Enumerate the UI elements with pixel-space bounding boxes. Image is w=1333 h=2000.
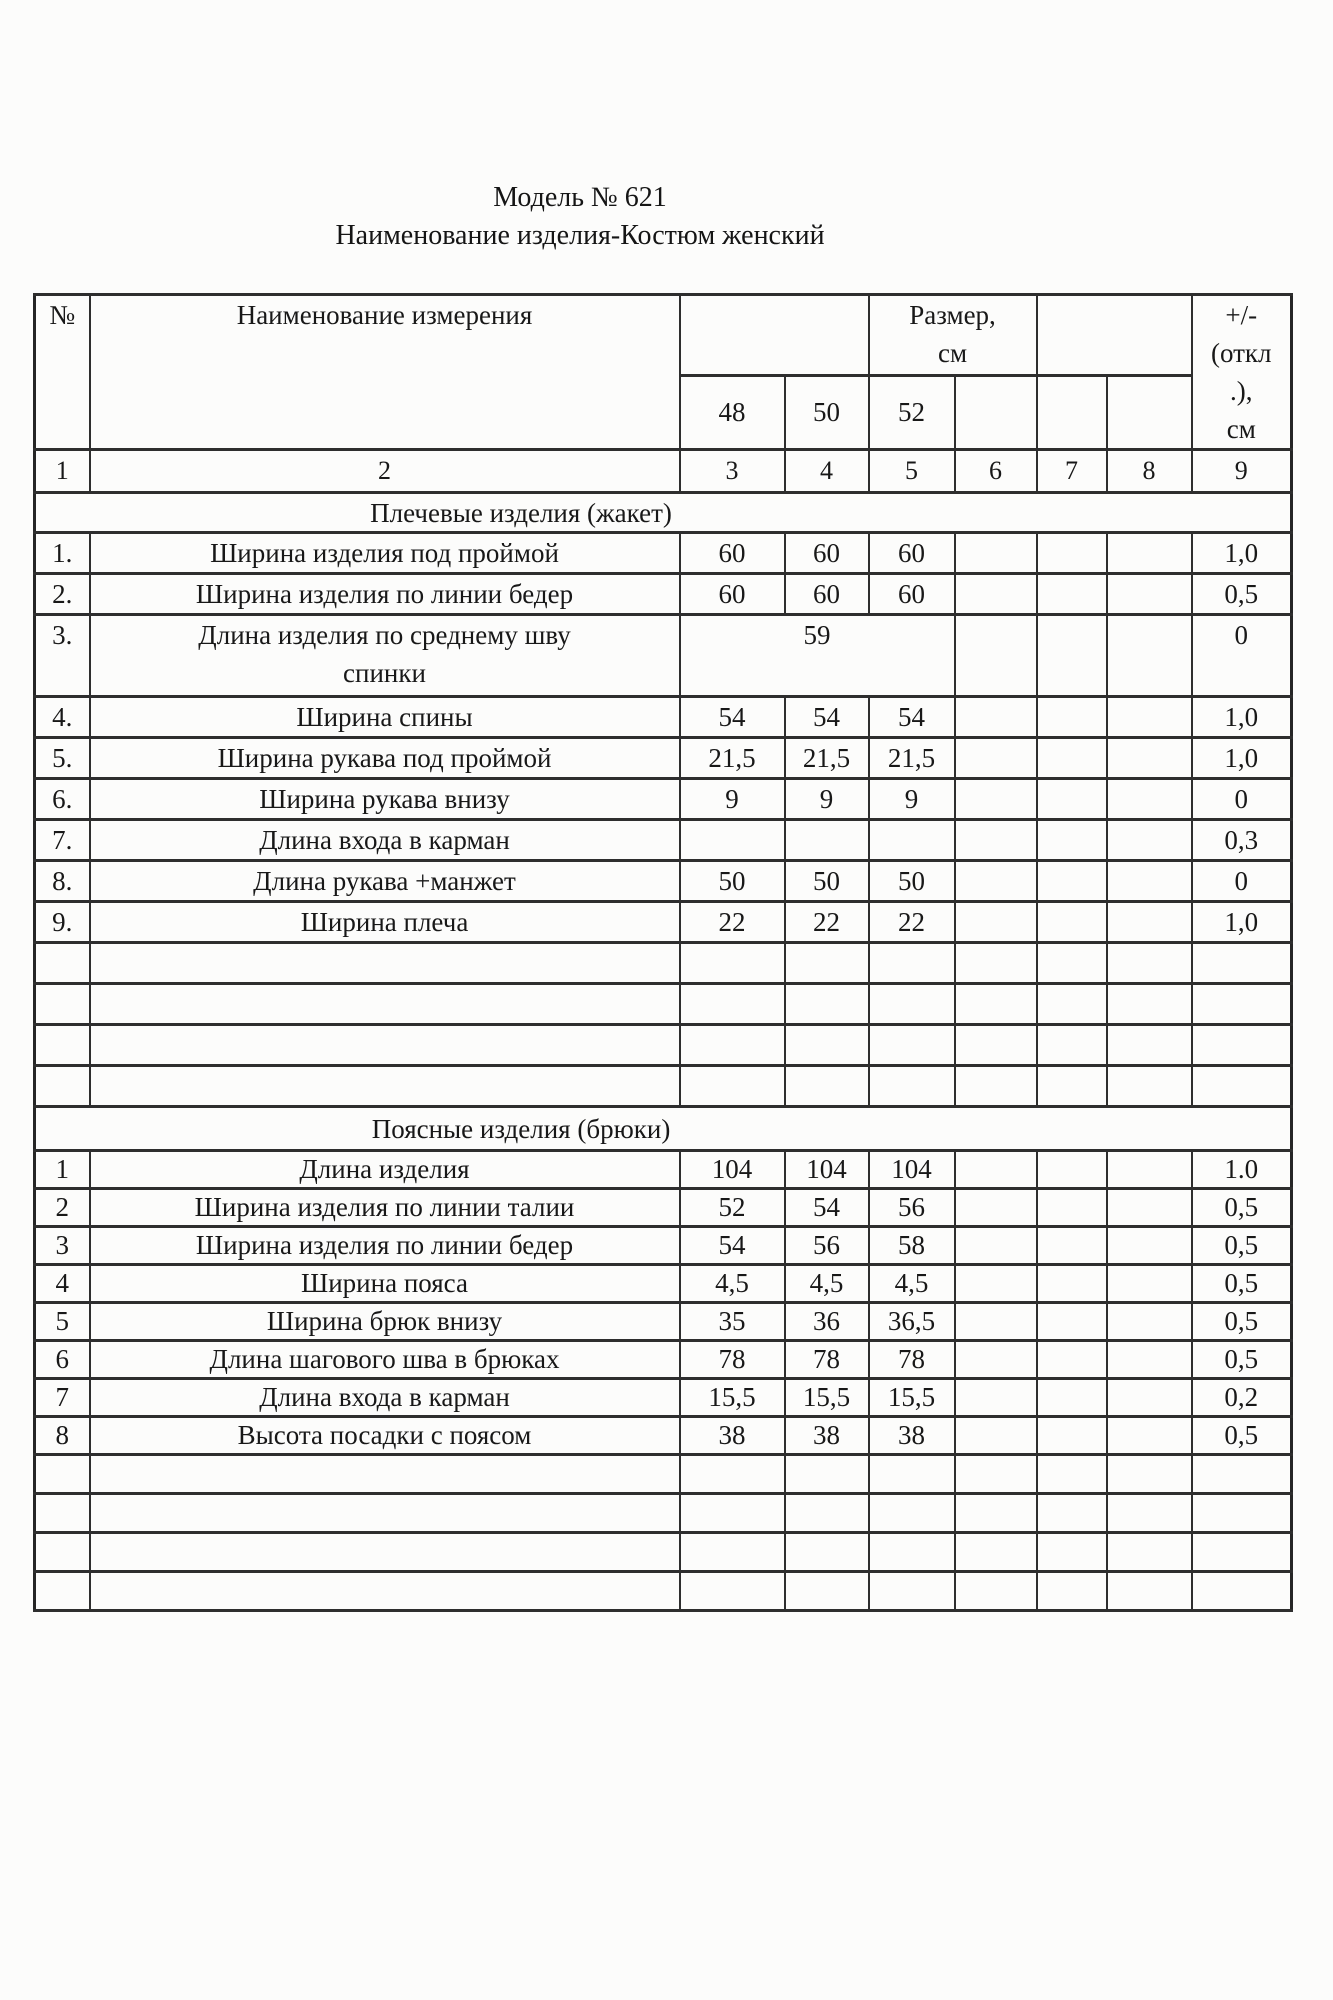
empty-size-cell [1037, 779, 1107, 820]
empty-cell [785, 1066, 869, 1107]
table-row [35, 1417, 1292, 1455]
measurement-name-cell: Длина шагового шва в брюках [90, 1341, 680, 1379]
empty-cell [785, 1494, 869, 1533]
document-title-block [0, 179, 1160, 255]
measurement-name-cell: Высота посадки с поясом [90, 1417, 680, 1455]
row-number-cell: 5 [35, 1303, 90, 1341]
empty-size-cell [955, 779, 1037, 820]
empty-cell [1037, 1533, 1107, 1572]
empty-size-cell [1037, 1227, 1107, 1265]
empty-cell [90, 1533, 680, 1572]
size-group-unit: см [937, 338, 968, 368]
tolerance-label-line: +/- [1225, 300, 1258, 330]
size-header-cell [1107, 375, 1192, 449]
table-row [35, 1303, 1292, 1341]
row-number-cell: 7 [35, 1379, 90, 1417]
size-value-cell [680, 820, 785, 861]
empty-size-cell [1107, 738, 1192, 779]
empty-size-cell [955, 861, 1037, 902]
empty-size-cell [1037, 820, 1107, 861]
size-header-cell: 50 [785, 375, 869, 449]
tolerance-value-cell: 0 [1192, 861, 1292, 902]
size-value-cell: 56 [785, 1227, 869, 1265]
empty-size-cell [955, 1303, 1037, 1341]
empty-size-cell [955, 1151, 1037, 1189]
empty-cell [955, 1066, 1037, 1107]
empty-cell [869, 1066, 955, 1107]
size-group-label: Размер, [909, 300, 996, 330]
empty-cell [680, 1494, 785, 1533]
measurement-name-cell: Ширина рукава под проймой [90, 738, 680, 779]
model-title: Модель № 621 [493, 182, 667, 213]
empty-cell [35, 1455, 90, 1494]
table-row [35, 738, 1292, 779]
empty-size-cell [1037, 1303, 1107, 1341]
empty-size-cell [955, 902, 1037, 943]
row-number-cell: 8 [35, 1417, 90, 1455]
empty-size-cell [1107, 1379, 1192, 1417]
table-row [35, 615, 1292, 697]
tolerance-value-cell: 1,0 [1192, 697, 1292, 738]
tolerance-label-line: см [1226, 414, 1256, 444]
size-value-cell: 4,5 [680, 1265, 785, 1303]
empty-cell [90, 1494, 680, 1533]
row-number-cell: 1 [35, 1151, 90, 1189]
empty-cell [1037, 1494, 1107, 1533]
size-value-cell: 104 [785, 1151, 869, 1189]
empty-cell [785, 1025, 869, 1066]
empty-size-cell [1037, 574, 1107, 615]
size-value-cell-merged: 59 [680, 615, 955, 697]
size-value-cell: 52 [680, 1189, 785, 1227]
row-number-cell: 3 [35, 1227, 90, 1265]
tolerance-value-cell: 1,0 [1192, 902, 1292, 943]
size-value-cell: 60 [785, 574, 869, 615]
table-row [35, 1265, 1292, 1303]
tolerance-label-line: .), [1230, 376, 1253, 406]
empty-cell [1037, 1025, 1107, 1066]
empty-cell [1107, 1455, 1192, 1494]
tolerance-value-cell: 1.0 [1192, 1151, 1292, 1189]
section-header-row [35, 493, 1292, 533]
empty-size-cell [1107, 1303, 1192, 1341]
measurement-name-cell: Длина изделия [90, 1151, 680, 1189]
empty-cell [680, 1533, 785, 1572]
size-value-cell: 50 [680, 861, 785, 902]
tolerance-value-cell: 0 [1192, 615, 1292, 697]
section-title-cell: Плечевые изделия (жакет) [35, 493, 1292, 533]
tolerance-value-cell: 0,5 [1192, 1303, 1292, 1341]
empty-cell [869, 1025, 955, 1066]
table-row [35, 779, 1292, 820]
header-measurement-name-cell: Наименование измерения [90, 295, 680, 450]
measurement-name-cell: Ширина изделия по линии талии [90, 1189, 680, 1227]
row-number-cell: 4. [35, 697, 90, 738]
empty-size-cell [1037, 1379, 1107, 1417]
size-header-cell: 48 [680, 375, 785, 449]
size-value-cell: 104 [869, 1151, 955, 1189]
size-value-cell: 15,5 [785, 1379, 869, 1417]
measurement-name-cell: Ширина изделия под проймой [90, 533, 680, 574]
product-name-title: Наименование изделия-Костюм женский [335, 220, 825, 251]
empty-size-cell [955, 820, 1037, 861]
empty-cell [680, 984, 785, 1025]
empty-cell [955, 943, 1037, 984]
empty-cell [35, 984, 90, 1025]
size-value-cell: 15,5 [869, 1379, 955, 1417]
empty-table-row [35, 1455, 1292, 1494]
measurement-name-cell: Длина изделия по среднему шву спинки [90, 615, 680, 697]
row-number-cell: 6 [35, 1341, 90, 1379]
size-value-cell: 36,5 [869, 1303, 955, 1341]
empty-cell [785, 1455, 869, 1494]
size-value-cell: 38 [680, 1417, 785, 1455]
empty-cell [1192, 1494, 1292, 1533]
tolerance-value-cell: 0,5 [1192, 1417, 1292, 1455]
column-number-cell: 2 [90, 450, 680, 493]
size-value-cell: 54 [869, 697, 955, 738]
empty-cell [1107, 1533, 1192, 1572]
size-header-cell [955, 375, 1037, 449]
table-row [35, 1189, 1292, 1227]
empty-cell [90, 1455, 680, 1494]
empty-cell [1107, 1066, 1192, 1107]
empty-size-cell [1037, 861, 1107, 902]
measurement-name-cell: Ширина рукава внизу [90, 779, 680, 820]
empty-size-cell [1107, 1189, 1192, 1227]
table-row [35, 1227, 1292, 1265]
measurement-name-cell: Ширина изделия по линии бедер [90, 574, 680, 615]
empty-size-cell [1037, 1265, 1107, 1303]
row-number-cell: 7. [35, 820, 90, 861]
empty-size-cell [1037, 902, 1107, 943]
empty-size-cell [1107, 1227, 1192, 1265]
table-row [35, 697, 1292, 738]
size-value-cell: 4,5 [785, 1265, 869, 1303]
size-value-cell: 9 [680, 779, 785, 820]
tolerance-label-line: (откл [1211, 338, 1272, 368]
size-header-cell: 52 [869, 375, 955, 449]
empty-cell [90, 1572, 680, 1611]
size-value-cell: 21,5 [785, 738, 869, 779]
tolerance-value-cell: 0,3 [1192, 820, 1292, 861]
empty-cell [1107, 984, 1192, 1025]
column-number-cell: 3 [680, 450, 785, 493]
measurement-name-cell: Ширина изделия по линии бедер [90, 1227, 680, 1265]
empty-cell [1192, 943, 1292, 984]
empty-cell [869, 1494, 955, 1533]
size-value-cell: 38 [869, 1417, 955, 1455]
empty-size-cell [955, 574, 1037, 615]
size-value-cell: 15,5 [680, 1379, 785, 1417]
table-row [35, 1379, 1292, 1417]
empty-cell [955, 1572, 1037, 1611]
section-header-row [35, 1107, 1292, 1151]
size-value-cell [785, 820, 869, 861]
empty-cell [1107, 1494, 1192, 1533]
column-number-cell: 6 [955, 450, 1037, 493]
row-number-cell: 9. [35, 902, 90, 943]
empty-cell [35, 1572, 90, 1611]
empty-cell [955, 1025, 1037, 1066]
empty-size-cell [1037, 1151, 1107, 1189]
size-value-cell: 104 [680, 1151, 785, 1189]
empty-size-cell [1037, 533, 1107, 574]
size-header-cell [1037, 375, 1107, 449]
size-value-cell: 21,5 [680, 738, 785, 779]
empty-cell [35, 1066, 90, 1107]
empty-size-cell [955, 1379, 1037, 1417]
column-number-cell: 8 [1107, 450, 1192, 493]
empty-size-cell [955, 615, 1037, 697]
tolerance-value-cell: 0,5 [1192, 1189, 1292, 1227]
empty-cell [785, 1572, 869, 1611]
size-value-cell: 50 [785, 861, 869, 902]
empty-cell [1037, 1455, 1107, 1494]
size-value-cell: 50 [869, 861, 955, 902]
empty-table-row [35, 1025, 1292, 1066]
size-value-cell: 22 [869, 902, 955, 943]
measurement-name-cell: Длина рукава +манжет [90, 861, 680, 902]
size-value-cell: 56 [869, 1189, 955, 1227]
empty-cell [680, 1455, 785, 1494]
header-tolerance-cell [1192, 295, 1292, 450]
empty-size-cell [1107, 574, 1192, 615]
empty-table-row [35, 1533, 1292, 1572]
empty-cell [35, 1533, 90, 1572]
size-value-cell: 38 [785, 1417, 869, 1455]
size-value-cell: 78 [680, 1341, 785, 1379]
column-number-cell: 7 [1037, 450, 1107, 493]
size-value-cell: 22 [680, 902, 785, 943]
row-number-cell: 6. [35, 779, 90, 820]
empty-size-cell [955, 1189, 1037, 1227]
header-no-cell: № [35, 295, 90, 450]
column-number-cell: 1 [35, 450, 90, 493]
empty-size-cell [1107, 1417, 1192, 1455]
size-value-cell: 78 [785, 1341, 869, 1379]
size-value-cell: 58 [869, 1227, 955, 1265]
measurement-name-cell: Ширина плеча [90, 902, 680, 943]
table-row [35, 902, 1292, 943]
empty-cell [955, 984, 1037, 1025]
size-value-cell: 78 [869, 1341, 955, 1379]
empty-cell [785, 984, 869, 1025]
table-header-row-1 [35, 295, 1292, 376]
header-size-group-cell [869, 295, 1037, 376]
row-number-cell: 4 [35, 1265, 90, 1303]
empty-cell [785, 1533, 869, 1572]
table-row [35, 1341, 1292, 1379]
empty-cell [1192, 1572, 1292, 1611]
empty-cell [1037, 1572, 1107, 1611]
empty-size-cell [955, 533, 1037, 574]
empty-cell [955, 1494, 1037, 1533]
size-value-cell: 9 [869, 779, 955, 820]
measurement-name-cell: Длина входа в карман [90, 820, 680, 861]
tolerance-value-cell: 0 [1192, 779, 1292, 820]
empty-cell [680, 943, 785, 984]
header-blank-cell [1037, 295, 1192, 376]
empty-cell [1192, 984, 1292, 1025]
empty-table-row [35, 984, 1292, 1025]
empty-cell [35, 943, 90, 984]
row-number-cell: 2 [35, 1189, 90, 1227]
row-number-cell: 1. [35, 533, 90, 574]
measurement-name-cell: Ширина брюк внизу [90, 1303, 680, 1341]
measurement-name-cell: Ширина пояса [90, 1265, 680, 1303]
empty-cell [680, 1066, 785, 1107]
row-number-cell: 8. [35, 861, 90, 902]
empty-table-row [35, 1572, 1292, 1611]
tolerance-value-cell: 0,5 [1192, 574, 1292, 615]
empty-cell [1037, 943, 1107, 984]
empty-size-cell [1037, 1341, 1107, 1379]
empty-cell [869, 1455, 955, 1494]
size-value-cell: 22 [785, 902, 869, 943]
empty-size-cell [1107, 615, 1192, 697]
column-number-cell: 4 [785, 450, 869, 493]
size-value-cell [869, 820, 955, 861]
empty-cell [90, 1066, 680, 1107]
empty-cell [1192, 1455, 1292, 1494]
column-number-cell: 9 [1192, 450, 1292, 493]
empty-cell [1192, 1066, 1292, 1107]
section-title-cell: Поясные изделия (брюки) [35, 1107, 1292, 1151]
empty-cell [1192, 1533, 1292, 1572]
empty-cell [1107, 943, 1192, 984]
tolerance-value-cell: 0,5 [1192, 1265, 1292, 1303]
empty-size-cell [955, 697, 1037, 738]
empty-size-cell [955, 1265, 1037, 1303]
empty-size-cell [955, 1341, 1037, 1379]
empty-size-cell [1107, 1265, 1192, 1303]
tolerance-value-cell: 0,5 [1192, 1341, 1292, 1379]
empty-size-cell [1037, 738, 1107, 779]
size-value-cell: 60 [680, 574, 785, 615]
column-numbers-row [35, 450, 1292, 493]
table-row [35, 533, 1292, 574]
measurements-table [33, 293, 1293, 1612]
table-row [35, 1151, 1292, 1189]
empty-size-cell [1037, 615, 1107, 697]
tolerance-value-cell: 1,0 [1192, 738, 1292, 779]
empty-size-cell [1107, 779, 1192, 820]
header-blank-cell [680, 295, 869, 376]
empty-table-row [35, 1494, 1292, 1533]
empty-cell [955, 1455, 1037, 1494]
row-number-cell: 3. [35, 615, 90, 697]
empty-cell [1037, 1066, 1107, 1107]
size-value-cell: 54 [785, 697, 869, 738]
empty-cell [955, 1533, 1037, 1572]
empty-size-cell [955, 738, 1037, 779]
empty-cell [680, 1572, 785, 1611]
empty-size-cell [1037, 1417, 1107, 1455]
size-value-cell: 36 [785, 1303, 869, 1341]
table-row [35, 820, 1292, 861]
empty-size-cell [1107, 1151, 1192, 1189]
size-value-cell: 54 [680, 1227, 785, 1265]
empty-cell [869, 1533, 955, 1572]
size-value-cell: 60 [785, 533, 869, 574]
row-number-cell: 2. [35, 574, 90, 615]
empty-size-cell [1037, 697, 1107, 738]
size-value-cell: 9 [785, 779, 869, 820]
empty-cell [1037, 984, 1107, 1025]
empty-cell [35, 1494, 90, 1533]
empty-cell [869, 984, 955, 1025]
size-value-cell: 60 [869, 574, 955, 615]
column-number-cell: 5 [869, 450, 955, 493]
table-row [35, 574, 1292, 615]
size-value-cell: 60 [869, 533, 955, 574]
empty-size-cell [1107, 902, 1192, 943]
row-number-cell: 5. [35, 738, 90, 779]
measurement-name-cell: Ширина спины [90, 697, 680, 738]
size-value-cell: 21,5 [869, 738, 955, 779]
empty-cell [785, 943, 869, 984]
size-value-cell: 60 [680, 533, 785, 574]
empty-size-cell [955, 1227, 1037, 1265]
empty-cell [1107, 1572, 1192, 1611]
empty-size-cell [1107, 697, 1192, 738]
empty-cell [35, 1025, 90, 1066]
empty-size-cell [1107, 820, 1192, 861]
size-value-cell: 4,5 [869, 1265, 955, 1303]
empty-cell [1192, 1025, 1292, 1066]
size-value-cell: 54 [785, 1189, 869, 1227]
tolerance-value-cell: 0,5 [1192, 1227, 1292, 1265]
measurement-name-cell: Длина входа в карман [90, 1379, 680, 1417]
empty-table-row [35, 1066, 1292, 1107]
empty-cell [869, 1572, 955, 1611]
tolerance-value-cell: 1,0 [1192, 533, 1292, 574]
size-value-cell: 35 [680, 1303, 785, 1341]
empty-cell [680, 1025, 785, 1066]
empty-cell [869, 943, 955, 984]
empty-cell [90, 943, 680, 984]
empty-size-cell [955, 1417, 1037, 1455]
empty-cell [1107, 1025, 1192, 1066]
empty-size-cell [1037, 1189, 1107, 1227]
empty-size-cell [1107, 533, 1192, 574]
table-row [35, 861, 1292, 902]
tolerance-value-cell: 0,2 [1192, 1379, 1292, 1417]
empty-size-cell [1107, 861, 1192, 902]
empty-size-cell [1107, 1341, 1192, 1379]
empty-cell [90, 984, 680, 1025]
empty-table-row [35, 943, 1292, 984]
empty-cell [90, 1025, 680, 1066]
size-value-cell: 54 [680, 697, 785, 738]
